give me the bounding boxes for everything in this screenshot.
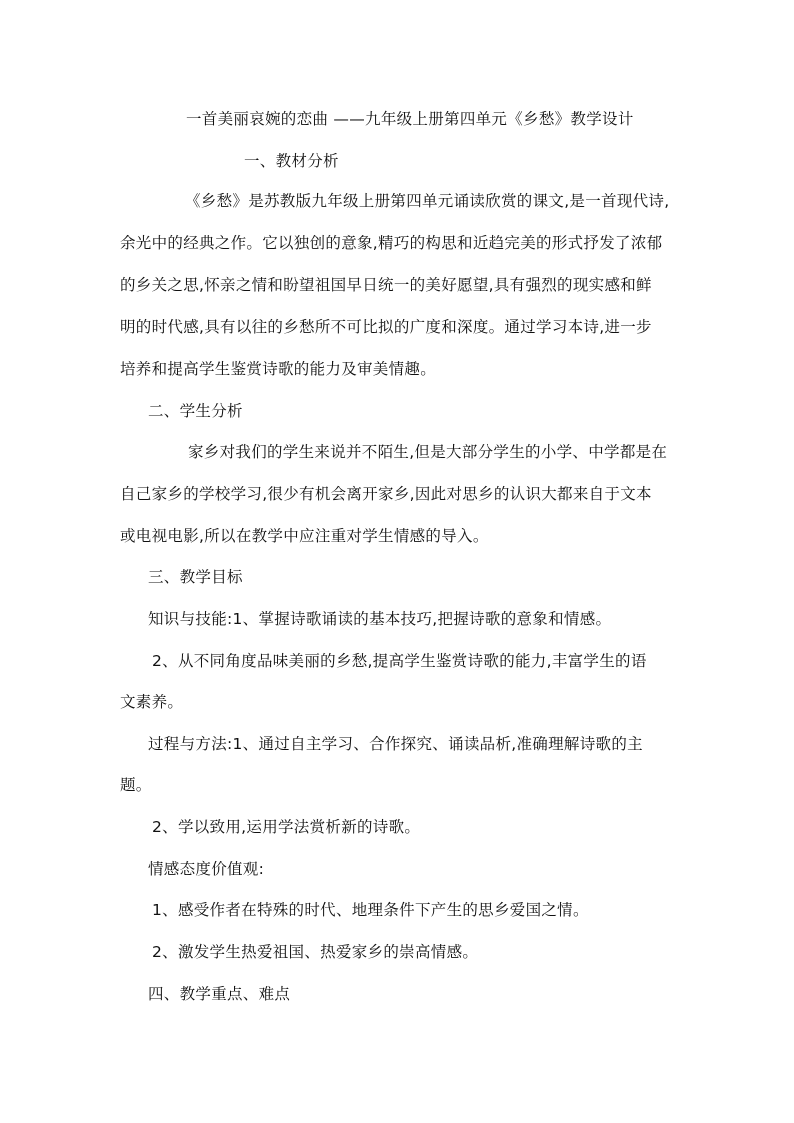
paragraph-line: 家乡对我们的学生来说并不陌生,但是大部分学生的小学、中学都是在 — [188, 443, 668, 461]
goal-process-line: 过程与方法:1、通过自主学习、合作探究、诵读品析,准确理解诗歌的主 — [148, 735, 643, 753]
paragraph-line: 或电视电影,所以在教学中应注重对学生情感的导入。 — [120, 527, 489, 545]
goal-emotion-heading: 情感态度价值观: — [148, 860, 265, 878]
section-heading-key-points: 四、教学重点、难点 — [148, 985, 291, 1003]
paragraph-line: 余光中的经典之作。它以独创的意象,精巧的构思和近趋完美的形式抒发了浓郁 — [120, 234, 663, 252]
section-heading-textbook-analysis: 一、教材分析 — [244, 152, 339, 170]
paragraph-line: 的乡关之思,怀亲之情和盼望祖国早日统一的美好愿望,具有强烈的现实感和鲜 — [120, 276, 652, 294]
section-heading-student-analysis: 二、学生分析 — [148, 402, 243, 420]
goal-emotion-item1: 1、感受作者在特殊的时代、地理条件下产生的思乡爱国之情。 — [152, 901, 589, 919]
goal-emotion-item2: 2、激发学生热爱祖国、热爱家乡的崇高情感。 — [152, 943, 479, 961]
paragraph-line: 《乡愁》是苏教版九年级上册第四单元诵读欣赏的课文,是一首现代诗, — [185, 192, 670, 210]
paragraph-line: 自己家乡的学校学习,很少有机会离开家乡,因此对思乡的认识大都来自于文本 — [120, 485, 652, 503]
goal-knowledge-item2: 2、从不同角度品味美丽的乡愁,提高学生鉴赏诗歌的能力,丰富学生的语 — [152, 652, 647, 670]
goal-process-line-continued: 题。 — [120, 776, 152, 794]
goal-knowledge-line: 知识与技能:1、掌握诗歌诵读的基本技巧,把握诗歌的意象和情感。 — [148, 610, 612, 628]
paragraph-line: 培养和提高学生鉴赏诗歌的能力及审美情趣。 — [120, 360, 437, 378]
goal-process-item2: 2、学以致用,运用学法赏析新的诗歌。 — [152, 818, 421, 836]
section-heading-teaching-goals: 三、教学目标 — [148, 568, 243, 586]
paragraph-line: 明的时代感,具有以往的乡愁所不可比拟的广度和深度。通过学习本诗,进一步 — [120, 318, 652, 336]
goal-knowledge-item2-continued: 文素养。 — [120, 693, 184, 711]
document-title: 一首美丽哀婉的恋曲 ——九年级上册第四单元《乡愁》教学设计 — [186, 110, 634, 128]
